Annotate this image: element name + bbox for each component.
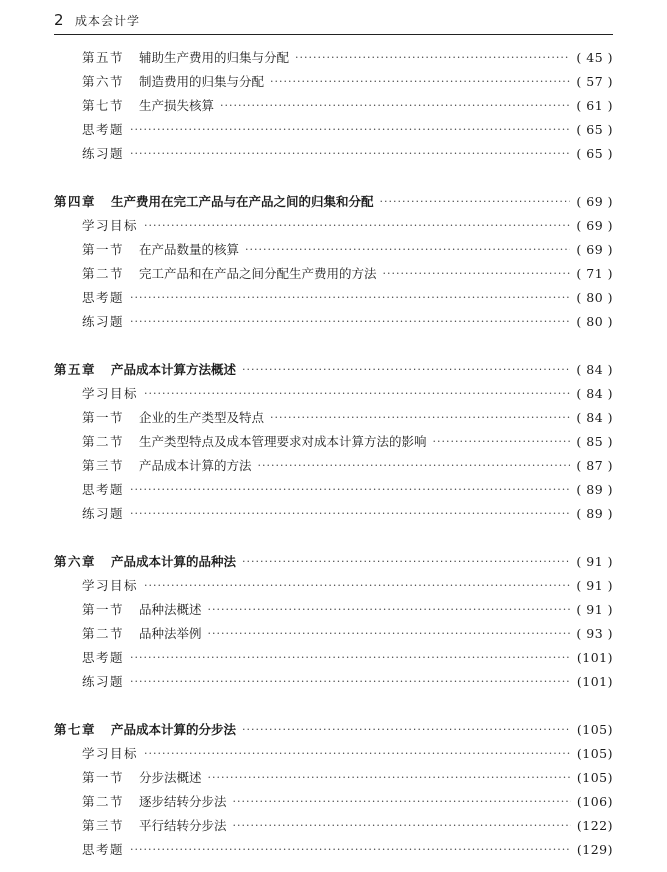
entry-page-number: ( 65 ) bbox=[576, 145, 613, 161]
entry-label: 第二节 bbox=[82, 434, 125, 449]
entry-page-number: ( 71 ) bbox=[576, 265, 613, 281]
page-header bbox=[54, 10, 613, 35]
entry-label: 练习题 bbox=[82, 146, 125, 161]
dot-leader bbox=[144, 747, 571, 760]
dot-leader bbox=[208, 627, 571, 640]
entry-label: 练习题 bbox=[82, 674, 125, 689]
entry-label: 第五章 bbox=[54, 362, 97, 377]
entry-page-number: ( 91 ) bbox=[576, 553, 613, 569]
dot-leader bbox=[383, 267, 571, 280]
toc-chapter-entry[interactable] bbox=[54, 719, 613, 739]
toc-section-entry[interactable] bbox=[82, 503, 613, 523]
entry-page-number: ( 91 ) bbox=[576, 601, 613, 617]
entry-title: 品种法概述 bbox=[139, 602, 202, 617]
entry-title: 制造费用的归集与分配 bbox=[139, 74, 265, 89]
entry-label: 第四章 bbox=[54, 194, 97, 209]
toc-chapter-entry[interactable] bbox=[54, 551, 613, 571]
entry-title: 企业的生产类型及特点 bbox=[139, 410, 265, 425]
entry-page-number: ( 69 ) bbox=[576, 217, 613, 233]
entry-title: 完工产品和在产品之间分配生产费用的方法 bbox=[139, 266, 377, 281]
dot-leader bbox=[130, 315, 570, 328]
entry-label: 第一节 bbox=[82, 770, 125, 785]
entry-label: 第七节 bbox=[82, 98, 125, 113]
entry-label: 思考题 bbox=[82, 122, 125, 137]
entry-label: 思考题 bbox=[82, 842, 125, 857]
entry-label: 第六章 bbox=[54, 554, 97, 569]
entry-title: 产品成本计算的分步法 bbox=[111, 722, 237, 737]
entry-label: 第一节 bbox=[82, 602, 125, 617]
toc-section-entry[interactable] bbox=[82, 791, 613, 811]
dot-leader bbox=[130, 123, 570, 136]
toc-section-entry[interactable] bbox=[82, 215, 613, 235]
entry-label: 思考题 bbox=[82, 650, 125, 665]
entry-page-number: ( 84 ) bbox=[576, 385, 613, 401]
entry-label: 学习目标 bbox=[82, 578, 139, 593]
dot-leader bbox=[242, 723, 571, 736]
entry-title: 逐步结转分步法 bbox=[139, 794, 227, 809]
entry-page-number: ( 91 ) bbox=[576, 577, 613, 593]
dot-leader bbox=[144, 219, 570, 232]
entry-page-number: ( 85 ) bbox=[576, 433, 613, 449]
entry-page-number: (106) bbox=[576, 793, 613, 809]
entry-title: 产品成本计算的品种法 bbox=[111, 554, 237, 569]
entry-label: 第七章 bbox=[54, 722, 97, 737]
entry-label: 第三节 bbox=[82, 818, 125, 833]
toc-section-entry[interactable] bbox=[82, 407, 613, 427]
toc-section-entry[interactable] bbox=[82, 71, 613, 91]
toc-section-entry[interactable] bbox=[82, 575, 613, 595]
entry-page-number: (101) bbox=[576, 649, 613, 665]
toc-chapter-entry[interactable] bbox=[54, 359, 613, 379]
entry-title: 生产类型特点及成本管理要求对成本计算方法的影响 bbox=[139, 434, 427, 449]
dot-leader bbox=[242, 363, 570, 376]
dot-leader bbox=[144, 579, 570, 592]
entry-page-number: ( 80 ) bbox=[576, 289, 613, 305]
toc-section-entry[interactable] bbox=[82, 263, 613, 283]
dot-leader bbox=[233, 819, 571, 832]
entry-page-number: ( 93 ) bbox=[576, 625, 613, 641]
entry-label: 第二节 bbox=[82, 266, 125, 281]
entry-label: 练习题 bbox=[82, 506, 125, 521]
dot-leader bbox=[380, 195, 571, 208]
toc-section-entry[interactable] bbox=[82, 383, 613, 403]
toc-chapter-entry[interactable] bbox=[54, 191, 613, 211]
dot-leader bbox=[270, 75, 570, 88]
entry-page-number: ( 69 ) bbox=[576, 193, 613, 209]
entry-title: 在产品数量的核算 bbox=[139, 242, 240, 257]
toc-section-entry[interactable] bbox=[82, 839, 613, 859]
entry-label: 第二节 bbox=[82, 626, 125, 641]
entry-label: 思考题 bbox=[82, 290, 125, 305]
toc-section-entry[interactable] bbox=[82, 743, 613, 763]
entry-label: 第三节 bbox=[82, 458, 125, 473]
entry-title: 平行结转分步法 bbox=[139, 818, 227, 833]
dot-leader bbox=[130, 483, 570, 496]
entry-title: 产品成本计算方法概述 bbox=[111, 362, 237, 377]
entry-title: 分步法概述 bbox=[139, 770, 202, 785]
entry-label: 第一节 bbox=[82, 242, 125, 257]
toc-section-entry[interactable] bbox=[82, 119, 613, 139]
entry-page-number: ( 80 ) bbox=[576, 313, 613, 329]
dot-leader bbox=[295, 51, 570, 64]
entry-page-number: (105) bbox=[576, 721, 613, 737]
entry-label: 学习目标 bbox=[82, 218, 139, 233]
entry-label: 第五节 bbox=[82, 50, 125, 65]
toc-section-entry[interactable] bbox=[82, 647, 613, 667]
entry-page-number: ( 57 ) bbox=[576, 73, 613, 89]
entry-label: 学习目标 bbox=[82, 746, 139, 761]
entry-label: 思考题 bbox=[82, 482, 125, 497]
entry-page-number: ( 89 ) bbox=[576, 481, 613, 497]
dot-leader bbox=[233, 795, 571, 808]
entry-title: 生产费用在完工产品与在产品之间的归集和分配 bbox=[111, 194, 374, 209]
dot-leader bbox=[220, 99, 570, 112]
entry-title: 产品成本计算的方法 bbox=[139, 458, 252, 473]
entry-page-number: ( 87 ) bbox=[576, 457, 613, 473]
dot-leader bbox=[130, 291, 570, 304]
toc-section-entry[interactable] bbox=[82, 311, 613, 331]
entry-page-number: ( 84 ) bbox=[576, 361, 613, 377]
dot-leader bbox=[130, 147, 570, 160]
toc-section-entry[interactable] bbox=[82, 671, 613, 691]
dot-leader bbox=[208, 603, 571, 616]
entry-page-number: ( 84 ) bbox=[576, 409, 613, 425]
entry-label: 学习目标 bbox=[82, 386, 139, 401]
entry-title: 生产损失核算 bbox=[139, 98, 215, 113]
toc-section-entry[interactable] bbox=[82, 239, 613, 259]
entry-label: 第一节 bbox=[82, 410, 125, 425]
dot-leader bbox=[245, 243, 570, 256]
toc-section-entry[interactable] bbox=[82, 47, 613, 67]
toc-section-entry[interactable] bbox=[82, 767, 613, 787]
entry-page-number: ( 45 ) bbox=[576, 49, 613, 65]
toc-section-entry[interactable] bbox=[82, 287, 613, 307]
entry-page-number: (105) bbox=[576, 769, 613, 785]
dot-leader bbox=[144, 387, 570, 400]
entry-page-number: (122) bbox=[576, 817, 613, 833]
toc-section-entry[interactable] bbox=[82, 623, 613, 643]
entry-label: 第六节 bbox=[82, 74, 125, 89]
toc-section-entry[interactable] bbox=[82, 455, 613, 475]
entry-page-number: ( 65 ) bbox=[576, 121, 613, 137]
entry-title: 品种法举例 bbox=[139, 626, 202, 641]
dot-leader bbox=[130, 507, 570, 520]
toc-section-entry[interactable] bbox=[82, 95, 613, 115]
toc-section-entry[interactable] bbox=[82, 479, 613, 499]
entry-title: 辅助生产费用的归集与分配 bbox=[139, 50, 290, 65]
dot-leader bbox=[433, 435, 571, 448]
dot-leader bbox=[242, 555, 570, 568]
entry-page-number: (101) bbox=[576, 673, 613, 689]
entry-page-number: (105) bbox=[576, 745, 613, 761]
dot-leader bbox=[270, 411, 570, 424]
toc-section-entry[interactable] bbox=[82, 143, 613, 163]
entry-label: 练习题 bbox=[82, 314, 125, 329]
entry-label: 第二节 bbox=[82, 794, 125, 809]
book-title: 成本会计学 bbox=[75, 14, 141, 28]
entry-page-number: ( 89 ) bbox=[576, 505, 613, 521]
entry-page-number: ( 61 ) bbox=[576, 97, 613, 113]
dot-leader bbox=[258, 459, 571, 472]
dot-leader bbox=[130, 651, 571, 664]
dot-leader bbox=[208, 771, 571, 784]
toc-section-entry[interactable] bbox=[82, 431, 613, 451]
dot-leader bbox=[130, 675, 571, 688]
page-number: 2 bbox=[54, 11, 64, 29]
entry-page-number: (129) bbox=[576, 841, 613, 857]
toc-section-entry[interactable] bbox=[82, 599, 613, 619]
toc-section-entry[interactable] bbox=[82, 815, 613, 835]
dot-leader bbox=[130, 843, 571, 856]
entry-page-number: ( 69 ) bbox=[576, 241, 613, 257]
